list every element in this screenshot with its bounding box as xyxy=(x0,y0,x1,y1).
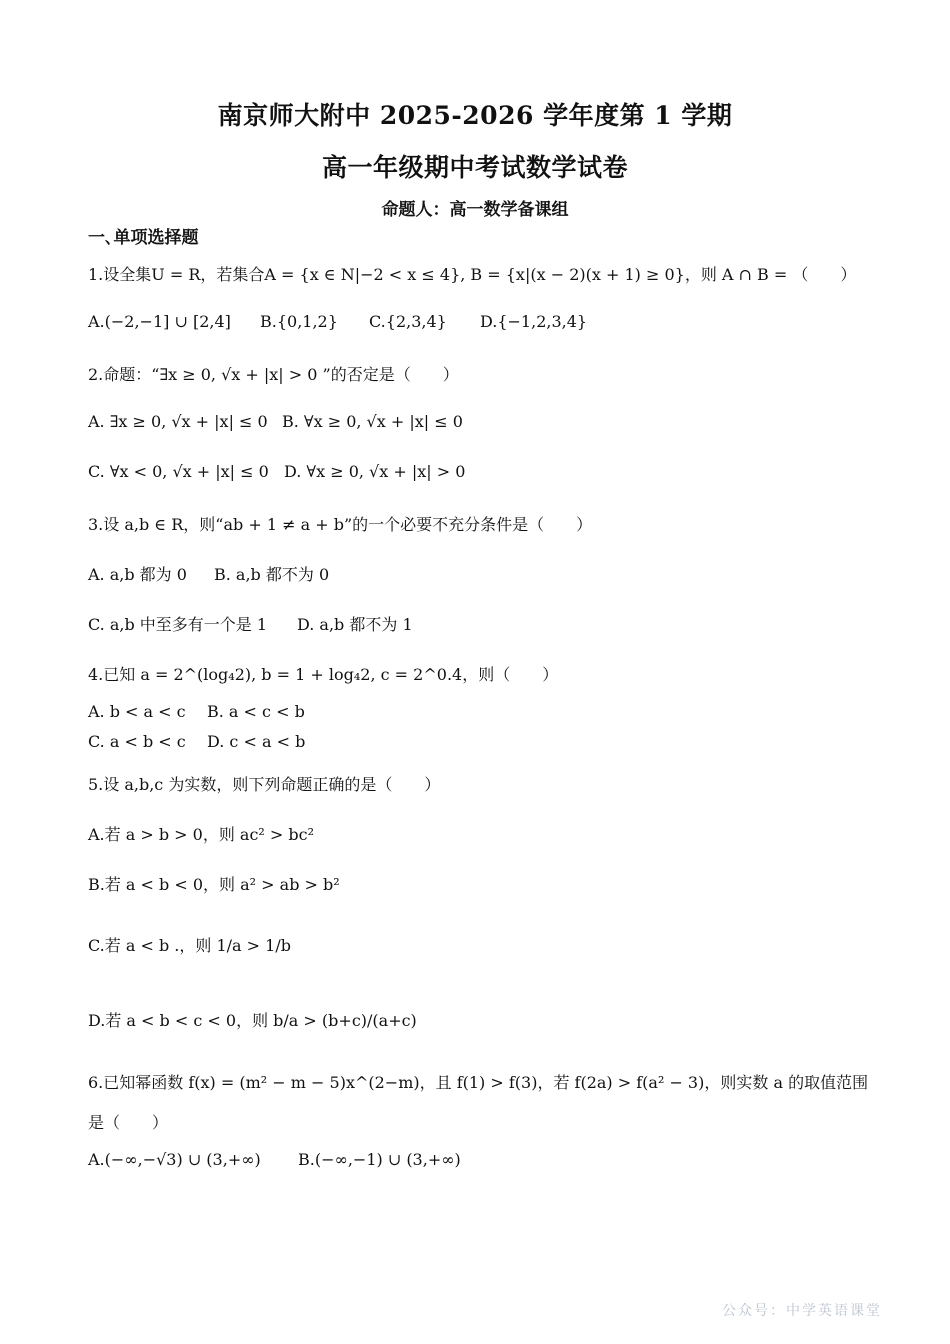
q6-option-b: B.(−∞,−1) ∪ (3,+∞) xyxy=(298,1150,461,1169)
question-1-stem: 1.设全集U = R，若集合A = {x ∈ N|−2 < x ≤ 4}, B = {x|(x − 2)(x + 1) ≥ 0}，则 A ∩ B = （ ） xyxy=(88,265,857,284)
q3-option-d: D. a,b 都不为 1 xyxy=(297,615,413,634)
q2-option-a: A. ∃x ≥ 0, √x + |x| ≤ 0 xyxy=(88,412,268,431)
watermark: 公众号：中学英语课堂 xyxy=(722,1303,882,1319)
exam-title: 南京师大附中 2025-2026 学年度第 1 学期 xyxy=(217,101,733,130)
q3-option-a: A. a,b 都为 0 xyxy=(88,565,187,584)
question-4-stem: 4.已知 a = 2^(log₄2), b = 1 + log₄2, c = 2^0.4，则（ ） xyxy=(88,665,559,684)
question-5-stem: 5.设 a,b,c 为实数，则下列命题正确的是（ ） xyxy=(88,775,441,794)
q3-option-b: B. a,b 都不为 0 xyxy=(214,565,330,584)
question-2-stem: 2.命题：“∃x ≥ 0, √x + |x| > 0 ”的否定是（ ） xyxy=(88,365,459,384)
question-6-stem: 6.已知幂函数 f(x) = (m² − m − 5)x^(2−m)，且 f(1) > f(3)，若 f(2a) > f(a² − 3)，则实数 a 的取值范围 xyxy=(88,1073,869,1092)
section-heading: 一､单项选择题 xyxy=(88,228,199,248)
q5-option-d: D.若 a < b < c < 0，则 b/a > (b+c)/(a+c) xyxy=(88,1011,417,1030)
q1-option-d: D.{−1,2,3,4} xyxy=(480,312,588,331)
q4-option-d: D. c < a < b xyxy=(207,732,306,751)
q5-option-b: B.若 a < b < 0，则 a² > ab > b² xyxy=(88,875,340,894)
q1-option-c: C.{2,3,4} xyxy=(369,312,447,331)
question-3-stem: 3.设 a,b ∈ R，则“ab + 1 ≠ a + b”的一个必要不充分条件是（ ） xyxy=(88,515,593,534)
q1-option-a: A.(−2,−1] ∪ [2,4] xyxy=(88,312,231,331)
q6-option-a: A.(−∞,−√3) ∪ (3,+∞) xyxy=(88,1150,261,1169)
exam-subtitle: 高一年级期中考试数学试卷 xyxy=(321,153,628,182)
q4-option-c: C. a < b < c xyxy=(88,732,186,751)
q5-option-c: C.若 a < b .，则 1/a > 1/b xyxy=(88,936,291,955)
q2-option-b: B. ∀x ≥ 0, √x + |x| ≤ 0 xyxy=(282,412,463,431)
q4-option-b: B. a < c < b xyxy=(207,702,305,721)
exam-author: 命题人：高一数学备课组 xyxy=(381,200,569,220)
q2-option-d: D. ∀x ≥ 0, √x + |x| > 0 xyxy=(284,462,466,481)
q2-option-c: C. ∀x < 0, √x + |x| ≤ 0 xyxy=(88,462,269,481)
question-6-stem-continued: 是（ ） xyxy=(88,1113,169,1132)
q4-option-a: A. b < a < c xyxy=(88,702,186,721)
q1-option-b: B.{0,1,2} xyxy=(260,312,338,331)
q5-option-a: A.若 a > b > 0，则 ac² > bc² xyxy=(88,825,315,844)
q3-option-c: C. a,b 中至多有一个是 1 xyxy=(88,615,268,634)
